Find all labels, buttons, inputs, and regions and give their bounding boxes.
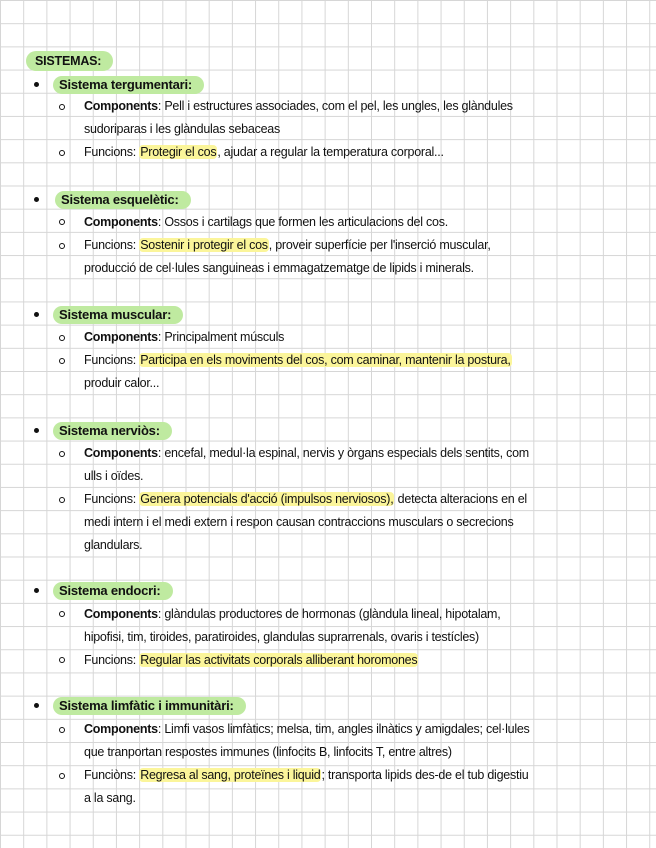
highlighted-text: Regresa al sang, proteïnes i liquid xyxy=(140,768,321,782)
functions-item: Funcions: Genera potencials d'acció (impulsos nerviosos), detecta alteracions en el medi intern i el medi extern i respon causan contraccions musculars o secrecions glandulars. xyxy=(84,492,527,553)
circle-bullet-icon xyxy=(59,657,65,663)
components-item: Components: encefal, medul·la espinal, nervis y òrgans especials dels sentits, com ulls i oïdes. xyxy=(84,446,529,484)
functions-item: Funciòns: Regresa al sang, proteïnes i liquid; transporta lipids des-de el tub digestiu a la sang. xyxy=(84,768,529,806)
circle-bullet-icon xyxy=(59,497,65,503)
highlighted-text: Regular las activitats corporals alliberant horomones xyxy=(140,653,418,667)
functions-item: Funcions: Protegir el cos, ajudar a regular la temperatura corporal... xyxy=(84,145,444,159)
functions-item: Funcions: Participa en els moviments del cos, com caminar, mantenir la postura, produir calor... xyxy=(84,353,511,391)
highlighted-text: Protegir el cos xyxy=(140,145,217,159)
components-item: Components: Pell i estructures associades, com el pel, les ungles, les glàndules sudoriparas i les glàndulas sebaceas xyxy=(84,99,513,137)
system-name: Sistema muscular: xyxy=(53,306,183,324)
circle-bullet-icon xyxy=(59,451,65,457)
components-item: Components: Ossos i cartilags que formen les articulacions del cos. xyxy=(84,215,448,229)
highlighted-text: Sostenir i protegir el cos xyxy=(140,238,268,252)
components-item: Components: Principalment músculs xyxy=(84,330,285,344)
system-name: Sistema endocri: xyxy=(53,582,173,600)
circle-bullet-icon xyxy=(59,243,65,249)
bullet-icon xyxy=(34,312,39,317)
components-item: Components: glàndulas productores de hormonas (glàndula lineal, hipotalam, hipofisi, tim, tiroides, paratiroides, glandulas suprarrenals, ovaris i testícles) xyxy=(84,607,501,645)
system-name: Sistema nerviòs: xyxy=(53,422,172,440)
bullet-icon xyxy=(34,428,39,433)
page-title: SISTEMAS: xyxy=(26,51,113,71)
system-name: Sistema limfàtic i immunitàri: xyxy=(53,697,246,715)
bullet-icon xyxy=(34,197,39,202)
functions-item: Funcions: Sostenir i protegir el cos, proveir superfície per l'inserció muscular, producció de cel·lules sanguineas i emmagatzematge de lipids i minerals. xyxy=(84,238,491,276)
highlighted-text: Genera potencials d'acció (impulsos nerviosos), xyxy=(140,492,394,506)
bullet-icon xyxy=(34,588,39,593)
circle-bullet-icon xyxy=(59,219,65,225)
circle-bullet-icon xyxy=(59,104,65,110)
system-name: Sistema esquelètic: xyxy=(55,191,191,209)
functions-item: Funcions: Regular las activitats corporals alliberant horomones xyxy=(84,653,418,667)
bullet-icon xyxy=(34,703,39,708)
circle-bullet-icon xyxy=(59,611,65,617)
system-name: Sistema tergumentari: xyxy=(53,76,204,94)
circle-bullet-icon xyxy=(59,150,65,156)
circle-bullet-icon xyxy=(59,358,65,364)
components-item: Components: Limfi vasos limfàtics; melsa, tim, angles ilnàtics y amigdales; cel·lules que tranportan respostes immunes (linfocits B, linfocits T, entre altres) xyxy=(84,722,530,760)
circle-bullet-icon xyxy=(59,727,65,733)
circle-bullet-icon xyxy=(59,335,65,341)
circle-bullet-icon xyxy=(59,773,65,779)
highlighted-text: Participa en els moviments del cos, com caminar, mantenir la postura, xyxy=(140,353,511,367)
bullet-icon xyxy=(34,82,39,87)
